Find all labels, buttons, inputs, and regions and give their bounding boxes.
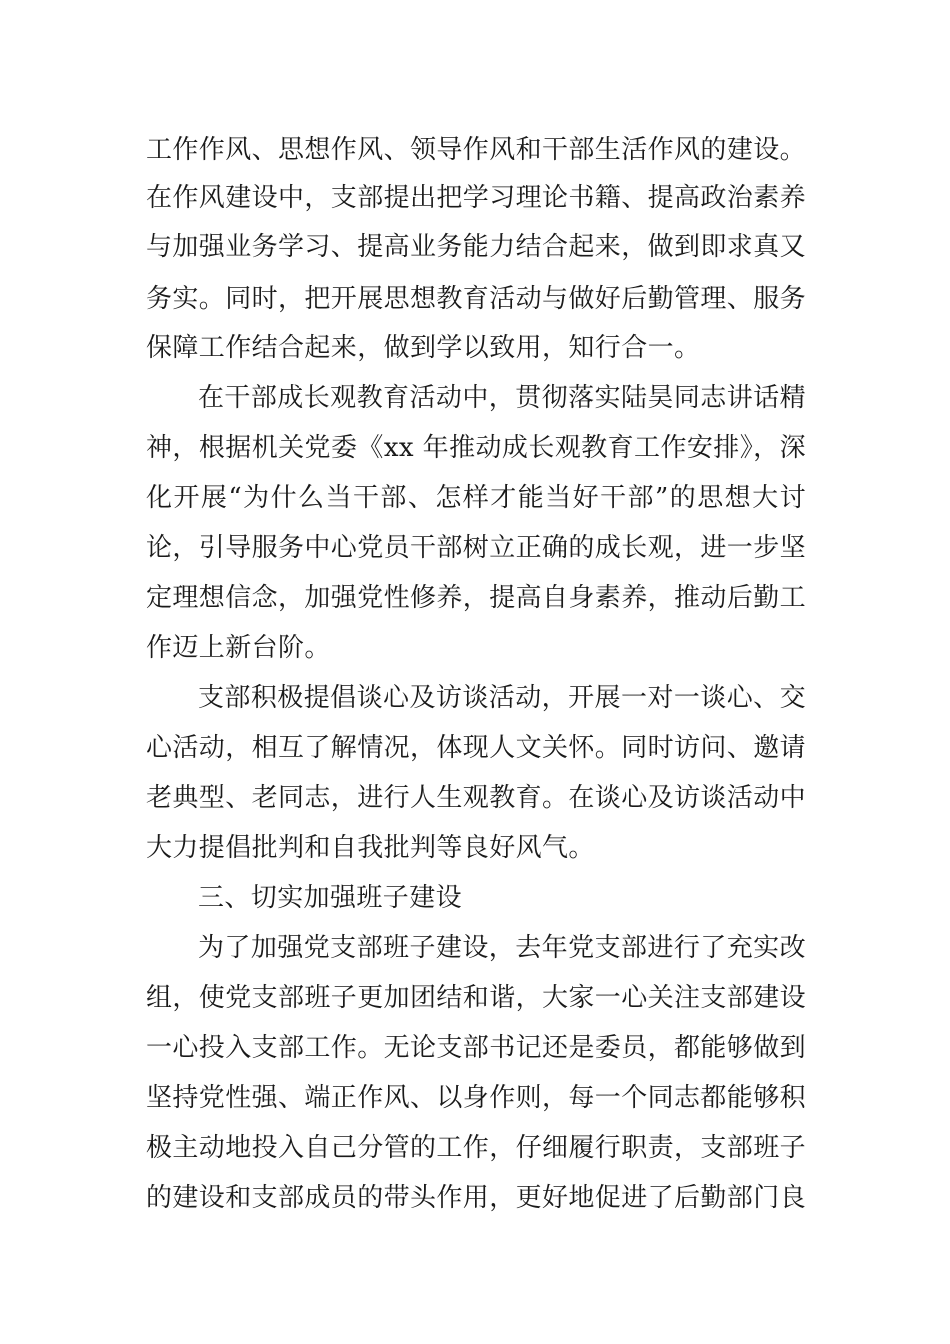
text-line: 在干部成长观教育活动中，贯彻落实陆昊同志讲话精 [198, 383, 806, 413]
text-line: 保障工作结合起来，做到学以致用，知行合一。 [146, 333, 701, 363]
text-line: 的建设和支部成员的带头作用，更好地促进了后勤部门良 [146, 1183, 807, 1213]
text-line: 与加强业务学习、提高业务能力结合起来，做到即求真又 [146, 232, 807, 262]
text-line: 定理想信念，加强党性修养，提高自身素养，推动后勤工 [146, 583, 807, 613]
text-line: 心活动，相互了解情况，体现人文关怀。同时访问、邀请 [146, 733, 807, 763]
text-line: 化开展“为什么当干部、怎样才能当好干部”的思想大讨 [146, 483, 806, 513]
text-line: 大力提倡批判和自我批判等良好风气。 [146, 833, 595, 863]
section-heading: 三、切实加强班子建设 [198, 883, 463, 913]
text-line: 在作风建设中，支部提出把学习理论书籍、提高政治素养 [146, 183, 807, 213]
text-line: 坚持党性强、端正作风、以身作则，每一个同志都能够积 [146, 1083, 807, 1113]
text-line: 论，引导服务中心党员干部树立正确的成长观，进一步坚 [146, 533, 807, 563]
text-line: 工作作风、思想作风、领导作风和干部生活作风的建设。 [146, 135, 807, 165]
text-line: 作迈上新台阶。 [146, 633, 331, 663]
text-line: 老典型、老同志，进行人生观教育。在谈心及访谈活动中 [146, 783, 807, 813]
text-line: 为了加强党支部班子建设，去年党支部进行了充实改 [198, 933, 806, 963]
text-line: 组，使党支部班子更加团结和谐，大家一心关注支部建设 [146, 983, 807, 1013]
text-line: 一心投入支部工作。无论支部书记还是委员，都能够做到 [146, 1033, 807, 1063]
text-line: 务实。同时，把开展思想教育活动与做好后勤管理、服务 [146, 284, 807, 314]
text-line: 神，根据机关党委《xx 年推动成长观教育工作安排》，深 [146, 433, 806, 463]
text-line: 极主动地投入自己分管的工作，仔细履行职责，支部班子 [146, 1133, 807, 1163]
text-line: 支部积极提倡谈心及访谈活动，开展一对一谈心、交 [198, 683, 806, 713]
